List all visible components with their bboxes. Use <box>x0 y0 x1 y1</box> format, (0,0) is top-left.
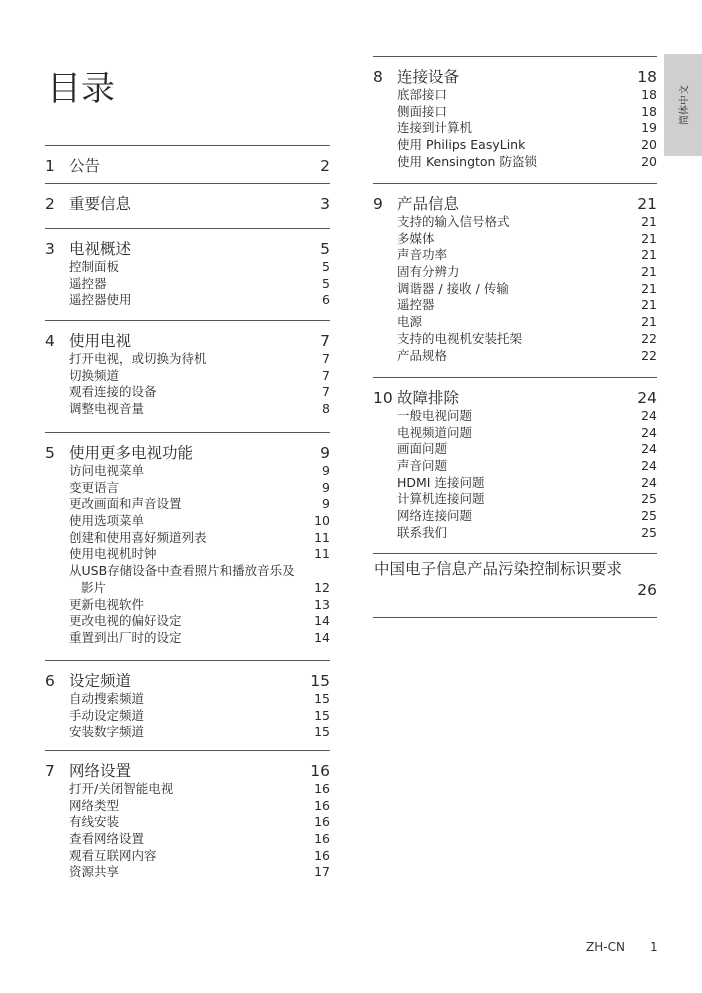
toc-entry[interactable] <box>373 264 657 281</box>
toc-entry-page: 16 <box>314 847 330 863</box>
toc-section-heading[interactable] <box>373 388 657 408</box>
toc-entry-page: 12 <box>314 579 330 595</box>
toc-section-number: 4 <box>45 332 55 350</box>
toc-entry[interactable] <box>45 864 330 881</box>
toc-entry[interactable] <box>373 214 657 231</box>
toc-entry-title: 打开电视，或切换为待机 <box>69 351 207 366</box>
toc-entry[interactable] <box>373 475 657 492</box>
toc-entry-page: 7 <box>322 384 330 400</box>
toc-section-title: 产品信息 <box>397 195 460 213</box>
toc-entry-page: 24 <box>641 441 657 457</box>
toc-section-heading[interactable] <box>373 194 657 214</box>
toc-section-number: 8 <box>373 68 383 86</box>
toc-entry[interactable] <box>45 597 330 614</box>
toc-entry-page: 6 <box>322 292 330 308</box>
toc-entry-title: 变更语言 <box>69 479 120 495</box>
toc-section-page: 26 <box>637 581 657 599</box>
toc-entry-page: 21 <box>641 247 657 263</box>
toc-entry[interactable] <box>373 458 657 475</box>
toc-entry-page: 9 <box>322 496 330 512</box>
toc-entry[interactable] <box>373 137 657 154</box>
toc-entry-page: 24 <box>641 474 657 490</box>
toc-entry-page: 24 <box>641 458 657 474</box>
toc-entry-title: 联系我们 <box>397 524 448 540</box>
toc-entry-page: 24 <box>641 424 657 440</box>
toc-entry-title: 创建和使用喜好频道列表 <box>69 529 207 545</box>
toc-section-heading[interactable] <box>45 671 330 691</box>
toc-entry[interactable] <box>45 781 330 798</box>
toc-entry-title: 多媒体 <box>397 230 435 246</box>
toc-entry[interactable] <box>45 480 330 497</box>
toc-entry-page: 21 <box>641 214 657 229</box>
toc-entry-title: 打开/关闭智能电视 <box>69 781 174 796</box>
toc-section-6 <box>45 660 330 741</box>
toc-entry[interactable] <box>373 281 657 298</box>
toc-entry-title: 电源 <box>397 314 423 330</box>
toc-entry[interactable] <box>45 691 330 708</box>
toc-entry-title: 影片 <box>81 579 107 595</box>
toc-entry[interactable] <box>45 401 330 418</box>
toc-entry[interactable] <box>45 276 330 293</box>
toc-entry-page: 16 <box>314 831 330 847</box>
toc-entry-page: 13 <box>314 596 330 612</box>
toc-section-title: 网络设置 <box>69 762 132 780</box>
toc-entry[interactable] <box>45 613 330 630</box>
toc-entry-title: 访问电视菜单 <box>69 463 145 478</box>
toc-entry-title: 支持的电视机安装托架 <box>397 330 523 346</box>
toc-entry-page: 20 <box>641 153 657 169</box>
toc-entry-page: 24 <box>641 408 657 423</box>
toc-entry-page: 7 <box>322 351 330 366</box>
toc-entry[interactable] <box>373 425 657 442</box>
toc-entry-page: 16 <box>314 814 330 830</box>
toc-section-page: 5 <box>320 240 330 258</box>
toc-entry-title: 声音功率 <box>397 247 448 263</box>
toc-entry[interactable] <box>373 87 657 104</box>
toc-entry[interactable] <box>45 384 330 401</box>
toc-entry-title: 连接到计算机 <box>397 120 473 136</box>
toc-section-number: 7 <box>45 762 55 780</box>
toc-entry-page: 21 <box>641 264 657 280</box>
toc-section-1 <box>45 145 330 176</box>
toc-entry[interactable] <box>45 292 330 309</box>
toc-entry-title: 自动搜索频道 <box>69 691 145 706</box>
toc-entry[interactable] <box>45 463 330 480</box>
toc-entry-title: 使用选项菜单 <box>69 513 145 529</box>
toc-section-heading[interactable] <box>45 761 330 781</box>
toc-entry-title: 调谐器 / 接收 / 传输 <box>397 280 509 296</box>
toc-entry[interactable] <box>45 580 330 597</box>
toc-entry-title: 更新电视软件 <box>69 596 145 612</box>
toc-section-title: 重要信息 <box>69 195 132 213</box>
toc-section-title: 连接设备 <box>397 68 460 86</box>
toc-section-title: 使用更多电视功能 <box>69 444 194 462</box>
toc-entry[interactable] <box>45 546 330 563</box>
footer-language-code: ZH-CN <box>586 940 625 954</box>
toc-entry-title: 固有分辨力 <box>397 264 460 280</box>
toc-entry-page: 5 <box>322 259 330 274</box>
toc-entry-title: 使用电视机时钟 <box>69 546 157 562</box>
language-tab[interactable] <box>664 54 702 156</box>
toc-entry-page: 19 <box>641 120 657 136</box>
toc-entry-page: 22 <box>641 347 657 363</box>
toc-entry[interactable] <box>45 708 330 725</box>
toc-entry[interactable] <box>373 525 657 542</box>
toc-entry-title: 电视频道问题 <box>397 424 473 440</box>
toc-entry-title: 支持的输入信号格式 <box>397 214 510 229</box>
toc-section-number: 1 <box>45 157 55 175</box>
toc-entry[interactable] <box>373 441 657 458</box>
toc-entry[interactable] <box>373 120 657 137</box>
toc-entry-page: 9 <box>322 463 330 478</box>
toc-entry-title: 一般电视问题 <box>397 408 473 423</box>
toc-entry-title: 声音问题 <box>397 458 448 474</box>
toc-entry-page: 21 <box>641 280 657 296</box>
toc-entry-page: 20 <box>641 137 657 153</box>
toc-entry-page: 21 <box>641 297 657 313</box>
toc-entry-page: 14 <box>314 613 330 629</box>
toc-entry-page: 21 <box>641 230 657 246</box>
toc-entry[interactable] <box>45 530 330 547</box>
toc-entry-title: 手动设定频道 <box>69 707 145 723</box>
toc-entry[interactable] <box>45 368 330 385</box>
toc-section-4 <box>45 320 330 418</box>
toc-section-number: 3 <box>45 240 55 258</box>
toc-section-heading[interactable] <box>45 194 330 214</box>
toc-entry-title: 遥控器使用 <box>69 292 132 308</box>
toc-entry[interactable] <box>373 231 657 248</box>
toc-entry-page: 8 <box>322 401 330 417</box>
toc-entry-page: 16 <box>314 781 330 796</box>
toc-section-title: 电视概述 <box>69 240 132 258</box>
toc-section-title: 使用电视 <box>69 332 132 350</box>
toc-section-number: 5 <box>45 444 55 462</box>
toc-entry-title: 侧面接口 <box>397 103 448 119</box>
toc-section-page: 16 <box>310 762 330 780</box>
toc-entry-title: 更改电视的偏好设定 <box>69 613 182 629</box>
toc-section-2 <box>45 183 330 214</box>
toc-entry-title: 网络类型 <box>69 797 120 813</box>
toc-section-title: 中国电子信息产品污染控制标识要求 <box>374 560 623 578</box>
toc-entry-title: 使用 Philips EasyLink <box>397 137 526 153</box>
toc-section-page: 2 <box>320 157 330 175</box>
toc-section-page: 24 <box>637 389 657 407</box>
toc-entry-title: 控制面板 <box>69 259 120 274</box>
toc-entry[interactable] <box>45 814 330 831</box>
toc-section-page: 7 <box>320 332 330 350</box>
language-tab-label: 简体中文 <box>679 85 691 125</box>
toc-section-number: 6 <box>45 672 55 690</box>
toc-entry-title: 切换频道 <box>69 367 120 383</box>
toc-entry[interactable] <box>45 831 330 848</box>
toc-entry-title: 重置到出厂时的设定 <box>69 629 182 645</box>
toc-entry-title: 调整电视音量 <box>69 401 145 417</box>
toc-entry-title: 产品规格 <box>397 347 448 363</box>
toc-entry-page: 15 <box>314 724 330 740</box>
toc-section-heading[interactable] <box>45 239 330 259</box>
toc-section-8 <box>373 56 657 170</box>
toc-entry-title: 安装数字频道 <box>69 724 145 740</box>
toc-entry[interactable] <box>373 348 657 365</box>
toc-section-7 <box>45 750 330 881</box>
toc-entry-title: 底部接口 <box>397 87 448 102</box>
toc-section-page: 9 <box>320 444 330 462</box>
toc-entry-title: 查看网络设置 <box>69 831 145 847</box>
toc-entry-title: 更改画面和声音设置 <box>69 496 182 512</box>
toc-entry[interactable] <box>373 491 657 508</box>
toc-entry-page: 10 <box>314 513 330 529</box>
toc-section-title: 设定频道 <box>69 672 132 690</box>
toc-section-page: 21 <box>637 195 657 213</box>
toc-section-page: 15 <box>310 672 330 690</box>
toc-entry-page: 18 <box>641 103 657 119</box>
toc-entry[interactable] <box>45 798 330 815</box>
toc-entry[interactable] <box>45 259 330 276</box>
toc-entry-page: 9 <box>322 479 330 495</box>
toc-section-5 <box>45 432 330 647</box>
toc-section-heading[interactable] <box>45 156 330 176</box>
toc-entry[interactable] <box>373 508 657 525</box>
toc-entry-title: 使用 Kensington 防盗锁 <box>397 153 537 169</box>
toc-entry[interactable] <box>45 724 330 741</box>
toc-section-9 <box>373 183 657 364</box>
toc-entry-title: HDMI 连接问题 <box>397 474 485 490</box>
toc-entry-page: 25 <box>641 508 657 524</box>
toc-entry-page: 5 <box>322 275 330 291</box>
toc-section-number: 10 <box>373 389 393 407</box>
toc-entry[interactable] <box>373 314 657 331</box>
toc-entry-page: 16 <box>314 797 330 813</box>
toc-entry-title: 遥控器 <box>69 275 107 291</box>
toc-entry[interactable] <box>373 331 657 348</box>
toc-entry-title: 观看互联网内容 <box>69 847 157 863</box>
footer-page-number: 1 <box>650 940 658 954</box>
toc-section-title: 故障排除 <box>397 389 460 407</box>
toc-entry-title: 观看连接的设备 <box>69 384 157 400</box>
toc-entry-page: 25 <box>641 491 657 507</box>
toc-entry-page: 15 <box>314 707 330 723</box>
toc-entry-page: 11 <box>314 546 330 562</box>
toc-entry-page: 17 <box>314 864 330 880</box>
toc-entry-page: 25 <box>641 524 657 540</box>
toc-section-heading[interactable] <box>45 443 330 463</box>
toc-entry[interactable] <box>45 630 330 647</box>
toc-entry-page: 14 <box>314 629 330 645</box>
toc-entry[interactable] <box>373 247 657 264</box>
toc-entry-page: 11 <box>314 529 330 545</box>
toc-entry-title: 资源共享 <box>69 864 120 880</box>
toc-section-heading[interactable] <box>373 67 657 87</box>
toc-entry[interactable] <box>373 408 657 425</box>
toc-entry-page: 7 <box>322 367 330 383</box>
toc-section-page: 3 <box>320 195 330 213</box>
toc-section-title: 公告 <box>69 157 101 175</box>
toc-section-number: 2 <box>45 195 55 213</box>
toc-section-3 <box>45 228 330 309</box>
toc-entry-title: 遥控器 <box>397 297 435 313</box>
toc-entry-title: 网络连接问题 <box>397 508 473 524</box>
page-title: 目录 <box>47 68 115 109</box>
toc-entry[interactable] <box>45 848 330 865</box>
toc-section-cn-marking[interactable] <box>373 553 657 618</box>
toc-entry[interactable] <box>45 563 330 580</box>
toc-entry[interactable] <box>45 513 330 530</box>
toc-entry[interactable] <box>45 351 330 368</box>
toc-entry-page: 21 <box>641 314 657 330</box>
toc-section-page: 18 <box>637 68 657 86</box>
toc-section-10 <box>373 377 657 542</box>
toc-entry[interactable] <box>45 496 330 513</box>
toc-entry-page: 15 <box>314 691 330 706</box>
toc-section-heading[interactable] <box>45 331 330 351</box>
toc-entry-title: 计算机连接问题 <box>397 491 485 507</box>
toc-entry-page: 18 <box>641 87 657 102</box>
toc-entry-page: 22 <box>641 330 657 346</box>
toc-entry[interactable] <box>373 154 657 171</box>
toc-entry-title: 画面问题 <box>397 441 448 457</box>
toc-entry[interactable] <box>373 297 657 314</box>
toc-entry-title: 有线安装 <box>69 814 120 830</box>
toc-section-number: 9 <box>373 195 383 213</box>
toc-entry[interactable] <box>373 104 657 121</box>
toc-entry-title: 从USB存储设备中查看照片和播放音乐及 <box>69 563 295 579</box>
